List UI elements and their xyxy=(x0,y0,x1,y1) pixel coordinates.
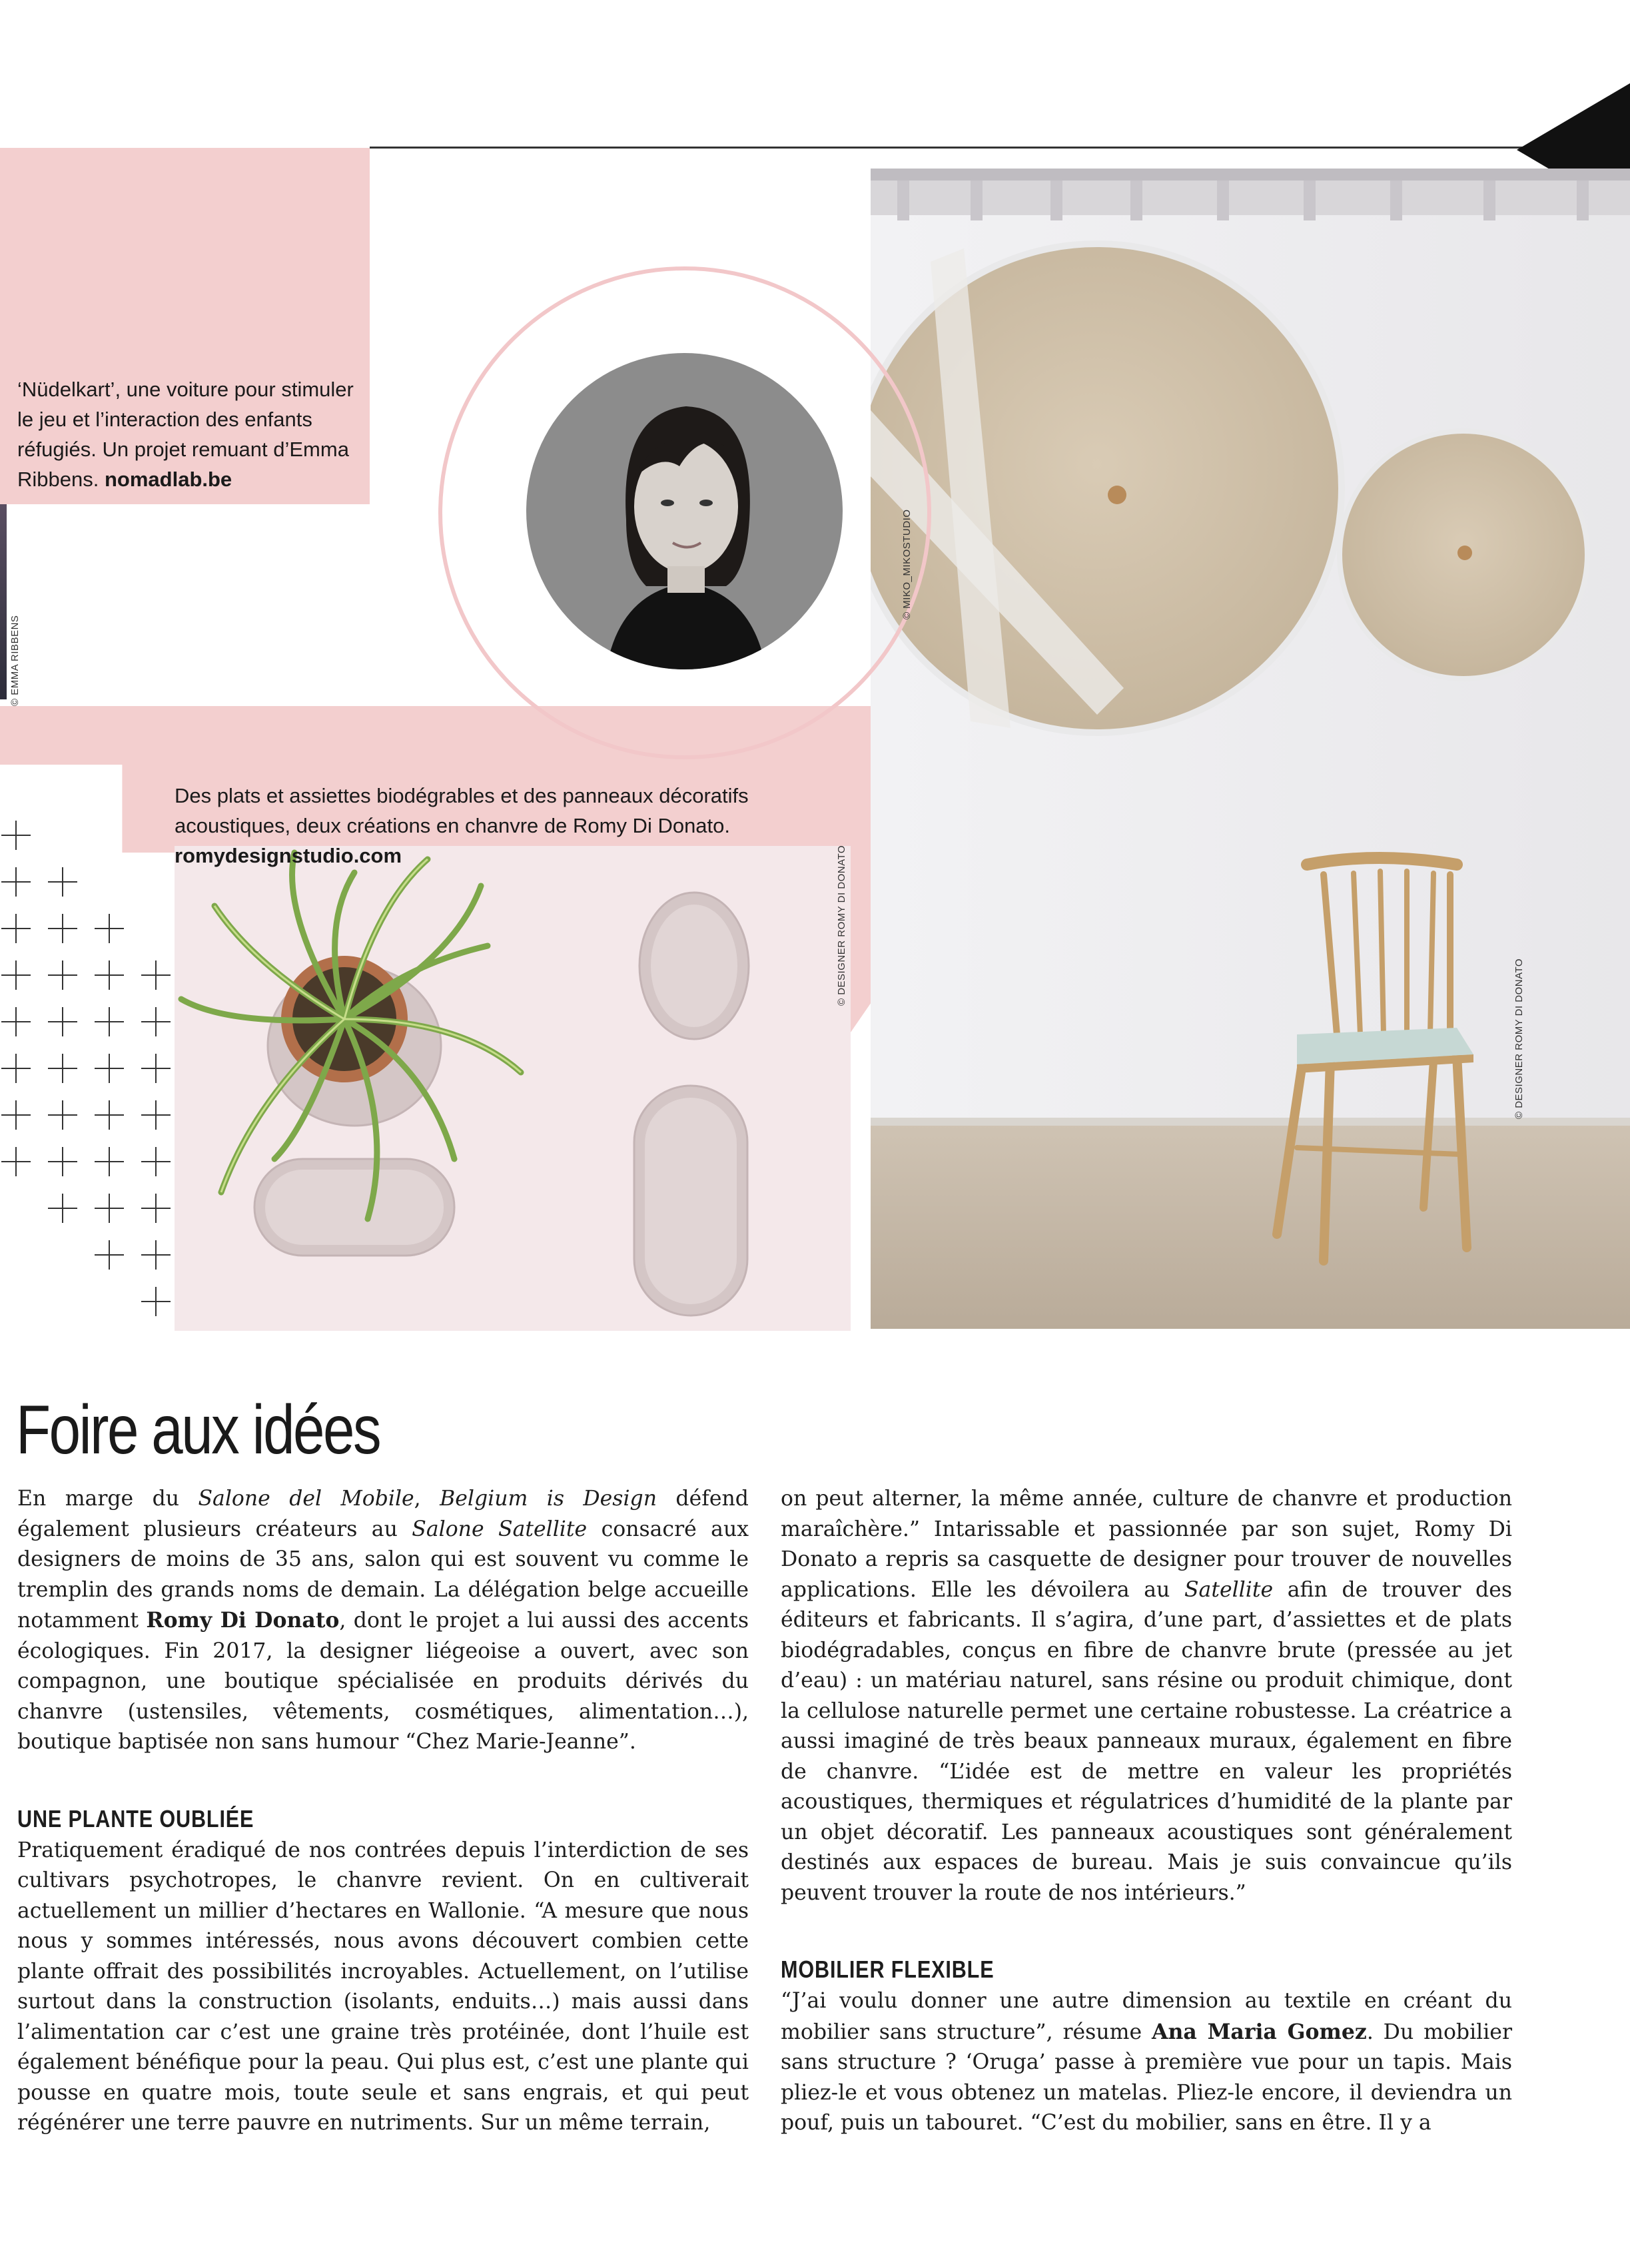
plus-mark xyxy=(48,914,77,943)
plus-mark xyxy=(141,1147,171,1176)
paragraph-plante-oubliee: Pratiquement éradiqué de nos contrées depuis l’interdiction de ses cultivars psychotropes, le chanvre revient. On en cultiverait actuellement un millier d’hectares en Wallonie. “A mesure que nous nous y sommes intéressés, nous avons découvert combien cette plante offrait des possibilités incroyables. Actuellement, on l’utilise surtout dans la construction (isolants, enduits…) mais aussi dans l’alimentation car c’est une graine très protéinée, dont l’huile est également bénéfique pour la peau. Qui plus est, c’est une plante qui pousse en quatre mois, toute seule et sans engrais, et qui peut régénérer une terre pauvre en nutriments. Sur un même terrain, xyxy=(17,1838,749,2135)
plus-mark xyxy=(95,1194,124,1223)
article-headline: Foire aux idées xyxy=(16,1391,380,1469)
plus-mark xyxy=(95,1240,124,1270)
plus-mark xyxy=(1,867,31,897)
plus-mark xyxy=(141,1100,171,1130)
credit-romy-panels: © DESIGNER ROMY DI DONATO xyxy=(1513,958,1525,1119)
plus-mark xyxy=(141,1194,171,1223)
plus-mark xyxy=(1,1054,31,1083)
plus-mark xyxy=(95,1147,124,1176)
plus-mark xyxy=(95,914,124,943)
hemp-plates-illustration xyxy=(175,846,851,1331)
plus-mark xyxy=(95,960,124,990)
plus-mark xyxy=(48,960,77,990)
plus-mark xyxy=(48,1147,77,1176)
caption-nudelkart-link[interactable]: nomadlab.be xyxy=(104,468,232,491)
subhead-mobilier-flexible: MOBILIER FLEXIBLE xyxy=(781,1956,995,1983)
plus-mark xyxy=(48,1194,77,1223)
plus-mark xyxy=(48,1100,77,1130)
credit-emma-ribbens: © EMMA RIBBENS xyxy=(9,615,21,706)
paragraph-mobilier-flexible: “J’ai voulu donner une autre dimension au textile en créant du mobilier sans structure”, résume Ana Maria Gomez. Du mobilier sans structure ? ‘Oruga’ passe à première vue pour un tapis. Mais pliez-le et vous obtenez un matelas. Pliez-le encore, il deviendra un pouf, puis un tabouret. “C’est du mobilier, sans en être. Il y a xyxy=(781,1989,1513,2135)
plus-mark xyxy=(1,1100,31,1130)
plus-mark xyxy=(141,1007,171,1036)
subhead-plante-oubliee: UNE PLANTE OUBLIÉE xyxy=(17,1804,254,1832)
plus-mark xyxy=(95,1007,124,1036)
plus-mark xyxy=(141,1054,171,1083)
intro-paragraph: En marge du Salone del Mobile, Belgium is Design défend également plusieurs créateurs au Salone Satellite consacré aux designers de moins de 35 ans, salon qui est souvent vu comme le tremplin des grands noms de demain. La délégation belge accueille notamment Romy Di Donato, dont le projet a lui aussi des accents écologiques. Fin 2017, la designer liégeoise a ouvert, avec son compagnon, une boutique spécialisée en produits dérivés du chanvre (ustensiles, vêtements, cosmétiques, alimentation…), boutique baptisée non sans humour “Chez Marie-Jeanne”. xyxy=(17,1487,749,1754)
caption-nudelkart-text: ‘Nüdelkart’, une voiture pour stimuler le jeu et l’interaction des enfants réfugiés. Un projet remuant d’Emma Ribbens. xyxy=(17,378,354,491)
plus-mark xyxy=(95,1100,124,1130)
plus-mark xyxy=(1,960,31,990)
credit-romy-plates: © DESIGNER ROMY DI DONATO xyxy=(836,845,847,1006)
plus-mark xyxy=(1,914,31,943)
top-rule xyxy=(370,147,1630,149)
plus-mark xyxy=(48,1007,77,1036)
plus-mark xyxy=(1,1007,31,1036)
plus-mark xyxy=(141,960,171,990)
portrait-illustration xyxy=(526,353,843,669)
designer-portrait xyxy=(526,353,843,669)
caption-nudelkart xyxy=(17,374,364,494)
acoustic-panels-photo xyxy=(871,169,1630,1329)
article-column-1 xyxy=(17,1484,749,2139)
caption-hemp-plates-text: Des plats et assiettes biodégrables et des panneaux décoratifs acoustiques, deux créations en chanvre de Romy Di Donato. xyxy=(175,784,749,837)
plus-mark xyxy=(48,867,77,897)
plus-mark xyxy=(1,1147,31,1176)
plus-mark xyxy=(141,1240,171,1270)
caption-hemp-plates-link[interactable]: romydesignstudio.com xyxy=(175,844,402,867)
caption-hemp-plates xyxy=(175,781,847,871)
plus-mark xyxy=(141,1287,171,1316)
acoustic-panels-illustration xyxy=(871,169,1630,1329)
plus-mark xyxy=(1,821,31,850)
credit-miko-studio: © MIKO_MIKOSTUDIO xyxy=(901,509,913,619)
hemp-plates-photo xyxy=(175,846,851,1331)
plus-mark xyxy=(48,1054,77,1083)
plus-mark xyxy=(95,1054,124,1083)
paragraph-romy-applications: on peut alterner, la même année, culture de chanvre et production maraîchère.” Intarissable et passionnée par son sujet, Romy Di Donato a repris sa casquette de designer pour trouver de nouvelles applications. Elle les dévoilera au Satellite afin de trouver des éditeurs et fabricants. Il s’agira, d’une part, d’assiettes et de plats biodégradables, conçus en fibre de chanvre brute (pressée au jet d’eau) : un matériau naturel, sans résine ou produit chimique, dont la cellulose naturelle permet une certaine robustesse. La créatrice a aussi imaginé de très beaux panneaux muraux, également en fibre de chanvre. “L’idée est de mettre en valeur les propriétés acoustiques, thermiques et régulatrices d’humidité de la plante par un objet décoratif. Les panneaux acoustiques sont généralement destinés aux espaces de bureau. Mais je suis convaincue qu’ils peuvent trouver la route de nos intérieurs.” xyxy=(781,1487,1512,1905)
article-column-2 xyxy=(781,1484,1512,2139)
